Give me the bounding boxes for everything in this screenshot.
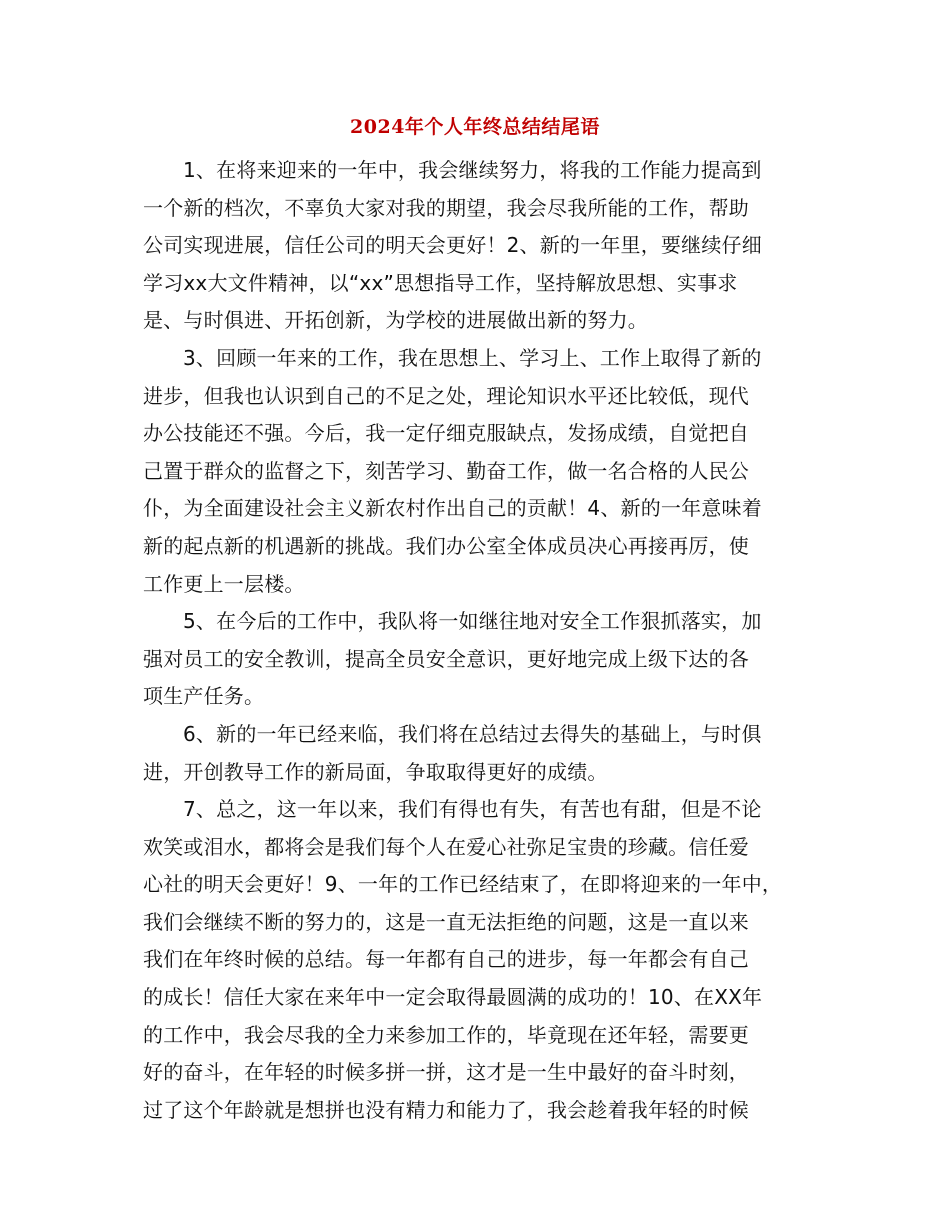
text-line: 3、回顾一年来的工作，我在思想上、学习上、工作上取得了新的 <box>183 345 762 370</box>
document-title: 2024年个人年终总结结尾语 <box>350 116 600 138</box>
text-line: 项生产任务。 <box>143 684 265 709</box>
text-line: 我们会继续不断的努力的，这是一直无法拒绝的问题，这是一直以来 <box>143 909 749 934</box>
text-line: 7、总之，这一年以来，我们有得也有失，有苦也有甜，但是不论 <box>183 797 762 822</box>
paragraph-5 <box>143 791 807 1129</box>
text-line: 一个新的档次，不辜负大家对我的期望，我会尽我所能的工作，帮助 <box>143 195 749 220</box>
text-line: 工作更上一层楼。 <box>143 571 305 596</box>
text-line: 仆，为全面建设社会主义新农村作出自己的贡献！4、新的一年意味着 <box>143 496 762 521</box>
text-line: 5、在今后的工作中，我队将一如继往地对安全工作狠抓落实，加 <box>183 609 762 634</box>
text-line: 公司实现进展，信任公司的明天会更好！2、新的一年里，要继续仔细 <box>143 233 762 258</box>
paragraph-2 <box>143 340 807 603</box>
text-line: 强对员工的安全教训，提高全员安全意识，更好地完成上级下达的各 <box>143 646 749 671</box>
text-line: 学习xx大文件精神，以“xx”思想指导工作，坚持解放思想、实事求 <box>143 270 738 295</box>
text-line: 欢笑或泪水，都将会是我们每个人在爱心社弥足宝贵的珍藏。信任爱 <box>143 834 749 859</box>
text-line: 我们在年终时候的总结。每一年都有自己的进步，每一年都会有自己 <box>143 947 749 972</box>
text-line: 是、与时俱进、开拓创新，为学校的进展做出新的努力。 <box>143 308 648 333</box>
paragraph-3 <box>143 603 807 716</box>
text-line: 好的奋斗，在年轻的时候多拼一拼，这才是一生中最好的奋斗时刻， <box>143 1060 749 1085</box>
text-line: 己置于群众的监督之下，刻苦学习、勤奋工作，做一名合格的人民公 <box>143 458 749 483</box>
text-line: 的工作中，我会尽我的全力来参加工作的，毕竟现在还年轻，需要更 <box>143 1022 749 1047</box>
paragraph-4 <box>143 716 807 791</box>
text-line: 6、新的一年已经来临，我们将在总结过去得失的基础上，与时俱 <box>183 721 762 746</box>
text-line: 办公技能还不强。今后，我一定仔细克服缺点，发扬成绩，自觉把自 <box>143 421 749 446</box>
text-line: 进，开创教导工作的新局面，争取取得更好的成绩。 <box>143 759 608 784</box>
text-line: 的成长！信任大家在来年中一定会取得最圆满的成功的！10、在XX年 <box>143 985 763 1010</box>
text-line: 进步，但我也认识到自己的不足之处，理论知识水平还比较低，现代 <box>143 383 749 408</box>
document-body <box>143 152 807 1129</box>
paragraph-1 <box>143 152 807 340</box>
text-line: 1、在将来迎来的一年中，我会继续努力，将我的工作能力提高到 <box>183 158 762 182</box>
text-line: 新的起点新的机遇新的挑战。我们办公室全体成员决心再接再厉，使 <box>143 533 749 558</box>
text-line: 过了这个年龄就是想拼也没有精力和能力了，我会趁着我年轻的时候 <box>143 1097 749 1122</box>
text-line: 心社的明天会更好！9、一年的工作已经结束了，在即将迎来的一年中， <box>143 872 783 897</box>
